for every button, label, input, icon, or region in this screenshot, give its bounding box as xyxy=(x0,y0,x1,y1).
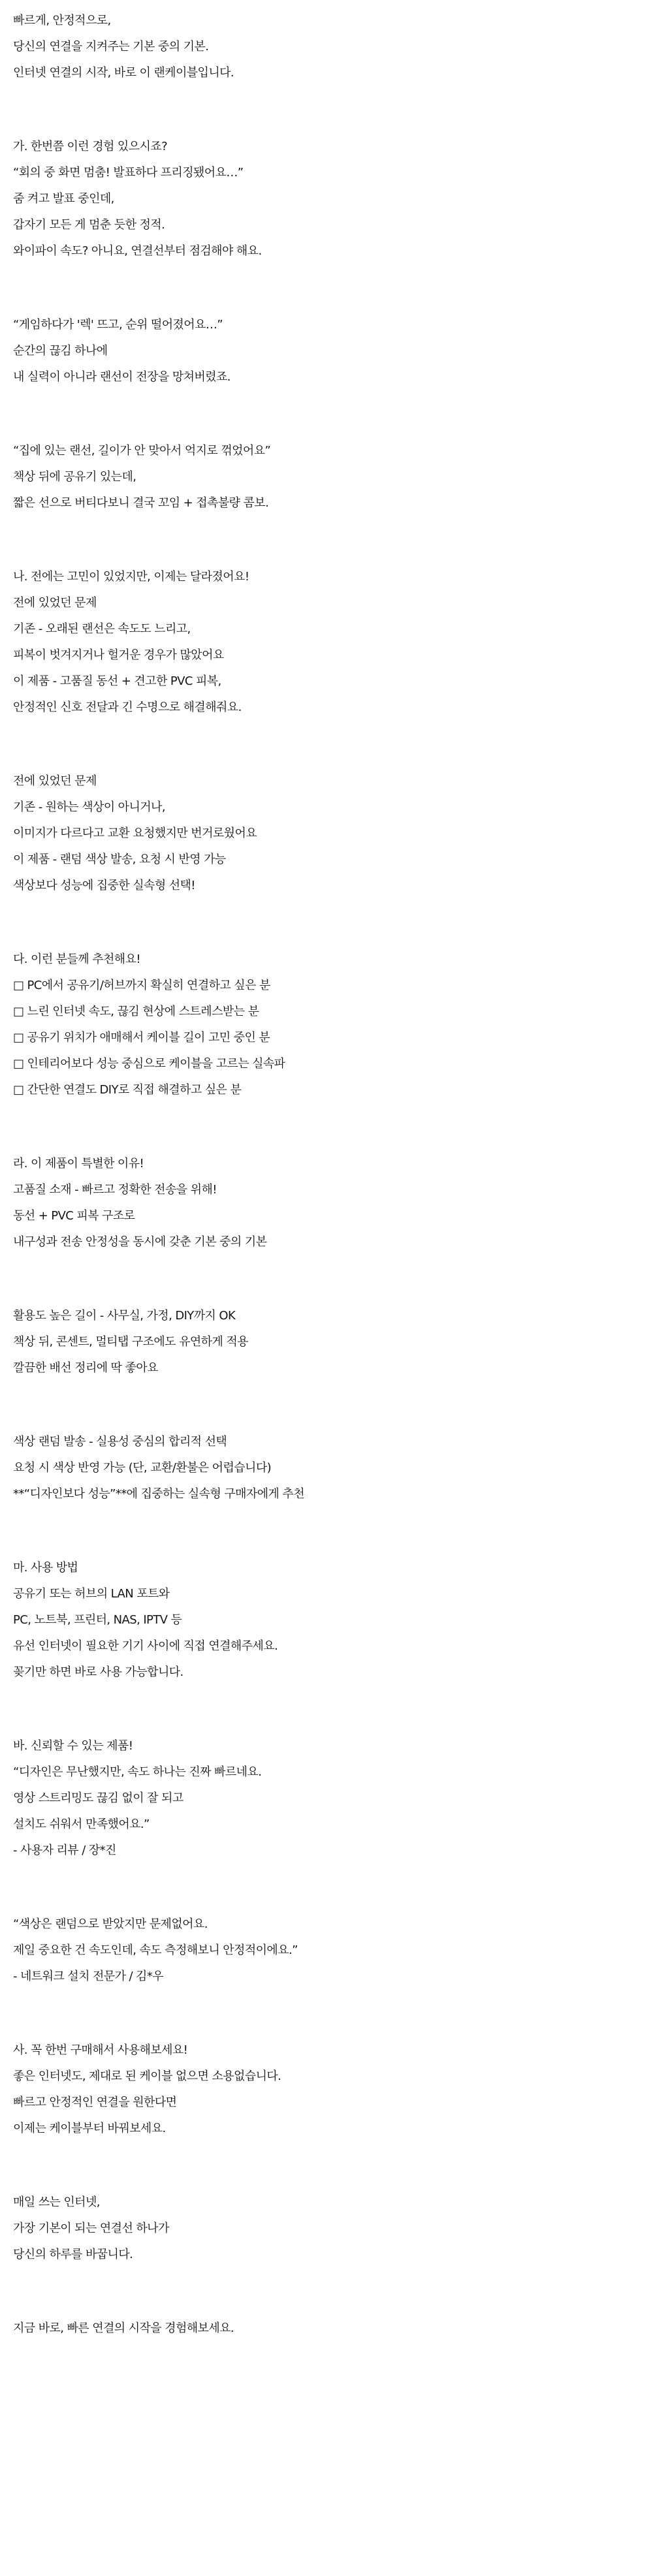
text-line: 색상 랜덤 발송 - 실용성 중심의 합리적 선택 xyxy=(13,1435,227,1449)
text-line: 와이파이 속도? 아니요, 연결선부터 점검해야 해요. xyxy=(13,244,262,258)
text-line: 설치도 쉬워서 만족했어요.” xyxy=(13,1817,150,1831)
text-line: - 사용자 리뷰 / 장*진 xyxy=(13,1844,116,1857)
text-paragraph xyxy=(13,2316,640,2342)
text-line: 바. 신뢰할 수 있는 제품! xyxy=(13,1739,133,1753)
text-line: 피복이 벗겨지거나 헐거운 경우가 많았어요 xyxy=(13,648,224,662)
text-line: 순간의 끊김 하나에 xyxy=(13,344,108,358)
text-line: 전에 있었던 문제 xyxy=(13,596,97,610)
text-line: 마. 사용 방법 xyxy=(13,1561,78,1575)
text-paragraph xyxy=(13,1151,640,1255)
text-paragraph xyxy=(13,2190,640,2268)
text-line: 이 제품 - 고품질 동선 + 견고한 PVC 피복, xyxy=(13,674,221,688)
text-line: 지금 바로, 빠른 연결의 시작을 경험해보세요. xyxy=(13,2321,234,2335)
text-line: 책상 뒤에 공유기 있는데, xyxy=(13,470,136,484)
text-line: “색상은 랜덤으로 받았지만 문제없어요. xyxy=(13,1917,208,1931)
text-line: **“디자인보다 성능”**에 집중하는 실속형 구매자에게 추천 xyxy=(13,1487,304,1501)
text-line: “게임하다가 '렉' 뜨고, 순위 떨어졌어요…” xyxy=(13,318,223,332)
text-line: 안정적인 신호 전달과 긴 수명으로 해결해줘요. xyxy=(13,700,242,714)
text-line: 당신의 연결을 지켜주는 기본 중의 기본. xyxy=(13,40,209,54)
text-line: 기존 - 오래된 랜선은 속도도 느리고, xyxy=(13,622,191,636)
text-paragraph xyxy=(13,947,640,1103)
text-paragraph xyxy=(13,1733,640,1864)
text-paragraph xyxy=(13,134,640,264)
text-line: 이미지가 다르다고 교환 요청했지만 번거로웠어요 xyxy=(13,826,257,840)
text-paragraph xyxy=(13,1303,640,1381)
text-line: □ 간단한 연결도 DIY로 직접 해결하고 싶은 분 xyxy=(13,1083,242,1097)
text-line: □ 인테리어보다 성능 중심으로 케이블을 고르는 실속파 xyxy=(13,1057,285,1071)
text-line: 매일 쓰는 인터넷, xyxy=(13,2195,100,2209)
text-line: 좋은 인터넷도, 제대로 된 케이블 없으면 소용없습니다. xyxy=(13,2069,281,2083)
text-line: 색상보다 성능에 집중한 실속형 선택! xyxy=(13,879,195,892)
text-line: 사. 꼭 한번 구매해서 사용해보세요! xyxy=(13,2043,188,2057)
text-line: □ 공유기 위치가 애매해서 케이블 길이 고민 중인 분 xyxy=(13,1031,270,1045)
text-paragraph xyxy=(13,1429,640,1507)
text-line: 꽂기만 하면 바로 사용 가능합니다. xyxy=(13,1665,183,1679)
text-line: 라. 이 제품이 특별한 이유! xyxy=(13,1157,144,1170)
text-line: 활용도 높은 길이 - 사무실, 가정, DIY까지 OK xyxy=(13,1309,236,1323)
text-line: 깔끔한 배선 정리에 딱 좋아요 xyxy=(13,1361,158,1375)
text-line: 책상 뒤, 콘센트, 멀티탭 구조에도 유연하게 적용 xyxy=(13,1335,248,1349)
text-line: 공유기 또는 허브의 LAN 포트와 xyxy=(13,1587,170,1601)
text-line: 빠르고 안정적인 연결을 원한다면 xyxy=(13,2096,177,2109)
text-line: □ PC에서 공유기/허브까지 확실히 연결하고 싶은 분 xyxy=(13,979,270,992)
text-line: 기존 - 원하는 색상이 아니거나, xyxy=(13,800,165,814)
text-line: 제일 중요한 건 속도인데, 속도 측정해보니 안정적이에요.” xyxy=(13,1943,298,1957)
text-paragraph xyxy=(13,312,640,390)
text-line: 영상 스트리밍도 끊김 없이 잘 되고 xyxy=(13,1791,183,1805)
text-paragraph xyxy=(13,1555,640,1686)
text-line: 요청 시 색상 반영 가능 (단, 교환/환불은 어렵습니다) xyxy=(13,1461,272,1475)
text-paragraph xyxy=(13,1911,640,1990)
text-line: 짧은 선으로 버티다보니 결국 꼬임 + 접촉불량 콤보. xyxy=(13,496,269,510)
text-line: 나. 전에는 고민이 있었지만, 이제는 달라졌어요! xyxy=(13,570,249,584)
text-line: □ 느린 인터넷 속도, 끊김 현상에 스트레스받는 분 xyxy=(13,1005,259,1018)
text-line: 이 제품 - 랜덤 색상 발송, 요청 시 반영 가능 xyxy=(13,853,226,866)
text-line: PC, 노트북, 프린터, NAS, IPTV 등 xyxy=(13,1613,182,1627)
text-line: 갑자기 모든 게 멈춘 듯한 정적. xyxy=(13,218,165,232)
text-line: 전에 있었던 문제 xyxy=(13,774,97,788)
text-line: 이제는 케이블부터 바꿔보세요. xyxy=(13,2122,166,2135)
text-line: 가장 기본이 되는 연결선 하나가 xyxy=(13,2222,169,2235)
text-paragraph xyxy=(13,2037,640,2142)
text-line: 내구성과 전송 안정성을 동시에 갖춘 기본 중의 기본 xyxy=(13,1235,267,1249)
text-paragraph xyxy=(13,768,640,899)
text-line: 줌 켜고 발표 중인데, xyxy=(13,192,114,206)
text-line: 고품질 소재 - 빠르고 정확한 전송을 위해! xyxy=(13,1183,217,1197)
text-paragraph xyxy=(13,8,640,86)
text-line: “회의 중 화면 멈춤! 발표하다 프리징됐어요…” xyxy=(13,166,244,180)
product-description-document xyxy=(13,8,640,2389)
text-paragraph xyxy=(13,438,640,516)
text-line: 인터넷 연결의 시작, 바로 이 랜케이블입니다. xyxy=(13,66,234,80)
text-line: 빠르게, 안정적으로, xyxy=(13,14,111,27)
text-line: 가. 한번쯤 이런 경험 있으시죠? xyxy=(13,140,168,153)
text-line: 다. 이런 분들께 추천해요! xyxy=(13,952,140,966)
text-line: 당신의 하루를 바꿉니다. xyxy=(13,2248,133,2261)
text-line: 동선 + PVC 피복 구조로 xyxy=(13,1209,135,1223)
text-paragraph xyxy=(13,564,640,721)
text-line: - 네트워크 설치 전문가 / 김*우 xyxy=(13,1970,164,1983)
text-line: “디자인은 무난했지만, 속도 하나는 진짜 빠르네요. xyxy=(13,1765,262,1779)
text-line: 내 실력이 아니라 랜선이 전장을 망쳐버렸죠. xyxy=(13,370,231,384)
text-line: “집에 있는 랜선, 길이가 안 맞아서 억지로 꺾었어요” xyxy=(13,444,271,458)
text-line: 유선 인터넷이 필요한 기기 사이에 직접 연결해주세요. xyxy=(13,1639,278,1653)
